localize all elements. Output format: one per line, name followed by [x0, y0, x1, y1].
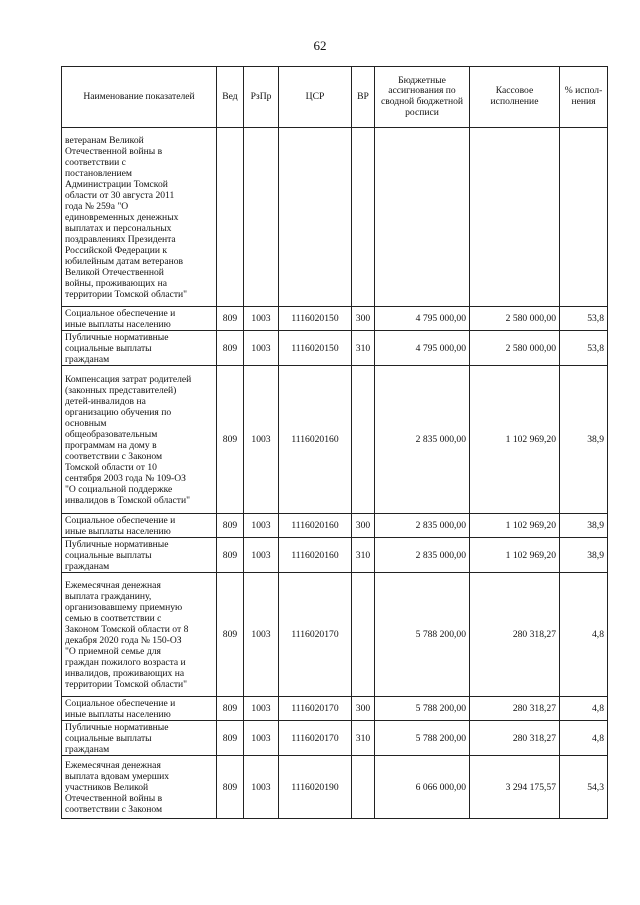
row-ved: 809: [217, 697, 244, 721]
row-cash-execution: 280 318,27: [470, 573, 560, 697]
row-cash-execution: 2 580 000,00: [470, 331, 560, 366]
row-cash-execution: 1 102 969,20: [470, 366, 560, 514]
row-vr: [352, 128, 375, 307]
row-percent: 54,3: [560, 756, 608, 819]
row-name: Публичные нормативные социальные выплаты гражданам: [62, 721, 217, 756]
row-name: Социальное обеспечение и иные выплаты населению: [62, 514, 217, 538]
row-rzpr: 1003: [244, 331, 279, 366]
table-row: [62, 573, 608, 697]
table-row: [62, 756, 608, 819]
table-header: [62, 67, 608, 128]
row-csr: 1116020160: [279, 514, 352, 538]
header-cash-execution: Кассовое исполнение: [470, 67, 560, 128]
row-assignments: 2 835 000,00: [375, 538, 470, 573]
row-percent: 38,9: [560, 538, 608, 573]
row-assignments: 4 795 000,00: [375, 307, 470, 331]
row-cash-execution: 280 318,27: [470, 697, 560, 721]
budget-execution-table: [61, 66, 608, 819]
row-percent: [560, 128, 608, 307]
row-csr: 1116020160: [279, 538, 352, 573]
row-csr: 1116020150: [279, 307, 352, 331]
row-ved: 809: [217, 307, 244, 331]
header-name: Наименование показателей: [62, 67, 217, 128]
table-row: [62, 366, 608, 514]
row-vr: 300: [352, 307, 375, 331]
row-csr: 1116020150: [279, 331, 352, 366]
row-name: Социальное обеспечение и иные выплаты населению: [62, 307, 217, 331]
row-ved: 809: [217, 721, 244, 756]
header-percent: % испол-нения: [560, 67, 608, 128]
row-percent: 53,8: [560, 331, 608, 366]
row-name: Ежемесячная денежная выплата гражданину, организовавшему приемную семью в соответствии с Законом Томской области от 8 декабря 2020 года № 150-ОЗ "О приемной семье для граждан пожилого возраста и инвалидов, проживающих на территории Томской области": [62, 573, 217, 697]
row-csr: 1116020160: [279, 366, 352, 514]
row-percent: 53,8: [560, 307, 608, 331]
header-rzpr: РзПр: [244, 67, 279, 128]
row-rzpr: 1003: [244, 307, 279, 331]
row-name: Компенсация затрат родителей (законных представителей) детей-инвалидов на организацию обучения по основным общеобразовательным программам на дому в соответствии с Законом Томской области от 10 сентября 2003 года № 109-ОЗ "О социальной поддержке инвалидов в Томской области": [62, 366, 217, 514]
row-vr: 310: [352, 721, 375, 756]
row-vr: 300: [352, 697, 375, 721]
table-row: [62, 538, 608, 573]
row-csr: 1116020170: [279, 697, 352, 721]
table-row: [62, 331, 608, 366]
row-assignments: [375, 128, 470, 307]
row-rzpr: 1003: [244, 573, 279, 697]
row-name: Публичные нормативные социальные выплаты гражданам: [62, 538, 217, 573]
row-cash-execution: 280 318,27: [470, 721, 560, 756]
row-name: Ежемесячная денежная выплата вдовам умерших участников Великой Отечественной войны в соответствии с Законом: [62, 756, 217, 819]
page-number: 62: [313, 38, 327, 53]
row-rzpr: 1003: [244, 514, 279, 538]
row-csr: 1116020170: [279, 721, 352, 756]
row-assignments: 4 795 000,00: [375, 331, 470, 366]
row-ved: 809: [217, 366, 244, 514]
header-csr: ЦСР: [279, 67, 352, 128]
row-percent: 4,8: [560, 721, 608, 756]
table-row: [62, 514, 608, 538]
row-vr: [352, 366, 375, 514]
table-body: [62, 128, 608, 819]
row-percent: 4,8: [560, 573, 608, 697]
header-vr: ВР: [352, 67, 375, 128]
row-ved: 809: [217, 756, 244, 819]
row-vr: [352, 573, 375, 697]
row-rzpr: 1003: [244, 756, 279, 819]
row-assignments: 2 835 000,00: [375, 366, 470, 514]
row-csr: [279, 128, 352, 307]
table-row: [62, 307, 608, 331]
row-assignments: 5 788 200,00: [375, 697, 470, 721]
row-name: ветеранам Великой Отечественной войны в соответствии с постановлением Администрации Томской области от 30 августа 2011 года № 259а "О единовременных денежных выплатах и персональных поздравлениях Президента Российской Федерации к юбилейным датам ветеранов Великой Отечественной войны, проживающих на территории Томской области": [62, 128, 217, 307]
row-percent: 38,9: [560, 366, 608, 514]
table-row: [62, 128, 608, 307]
row-cash-execution: 1 102 969,20: [470, 538, 560, 573]
row-csr: 1116020170: [279, 573, 352, 697]
row-name: Публичные нормативные социальные выплаты гражданам: [62, 331, 217, 366]
table-row: [62, 697, 608, 721]
row-rzpr: 1003: [244, 697, 279, 721]
row-rzpr: 1003: [244, 721, 279, 756]
row-percent: 38,9: [560, 514, 608, 538]
header-ved: Вед: [217, 67, 244, 128]
row-assignments: 6 066 000,00: [375, 756, 470, 819]
row-cash-execution: 2 580 000,00: [470, 307, 560, 331]
row-cash-execution: 3 294 175,57: [470, 756, 560, 819]
row-assignments: 5 788 200,00: [375, 721, 470, 756]
row-rzpr: 1003: [244, 366, 279, 514]
row-rzpr: 1003: [244, 538, 279, 573]
row-ved: 809: [217, 573, 244, 697]
row-ved: 809: [217, 514, 244, 538]
row-vr: 310: [352, 331, 375, 366]
row-name: Социальное обеспечение и иные выплаты населению: [62, 697, 217, 721]
table-row: [62, 721, 608, 756]
row-ved: 809: [217, 538, 244, 573]
row-vr: 300: [352, 514, 375, 538]
row-ved: [217, 128, 244, 307]
row-percent: 4,8: [560, 697, 608, 721]
header-assignments: Бюджетные ассигнования по сводной бюджетной росписи: [375, 67, 470, 128]
row-csr: 1116020190: [279, 756, 352, 819]
row-assignments: 5 788 200,00: [375, 573, 470, 697]
row-ved: 809: [217, 331, 244, 366]
row-cash-execution: 1 102 969,20: [470, 514, 560, 538]
row-cash-execution: [470, 128, 560, 307]
row-assignments: 2 835 000,00: [375, 514, 470, 538]
row-rzpr: [244, 128, 279, 307]
row-vr: [352, 756, 375, 819]
row-vr: 310: [352, 538, 375, 573]
